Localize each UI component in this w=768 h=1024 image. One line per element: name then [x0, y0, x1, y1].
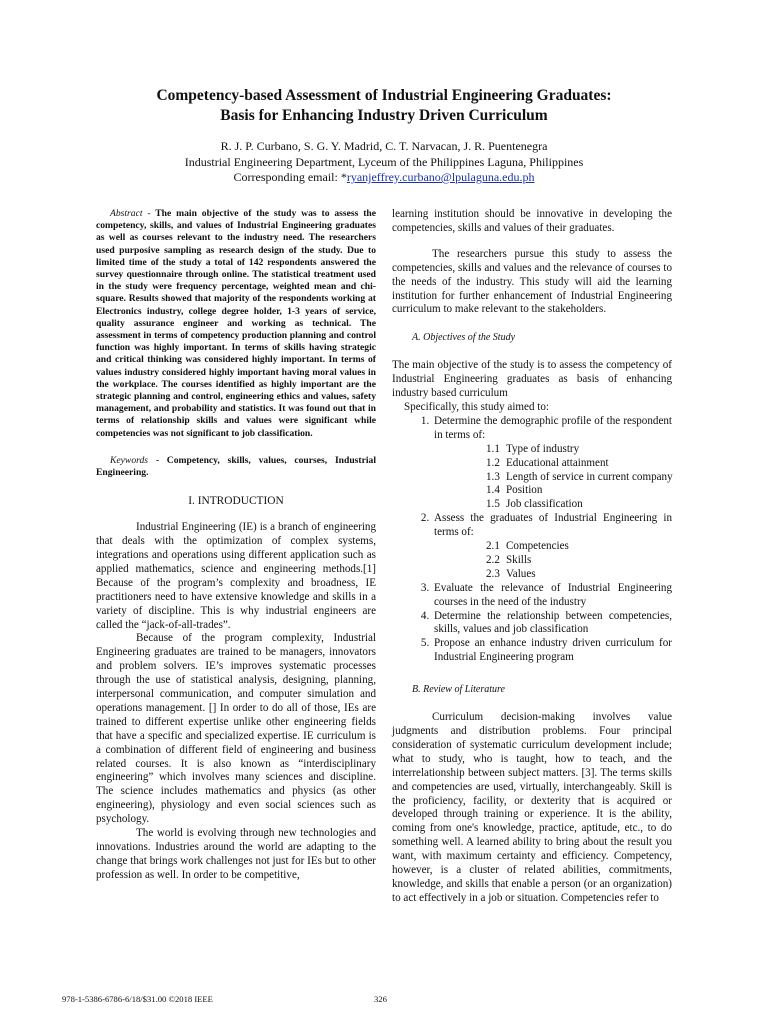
objective-text: Propose an enhance industry driven curriculum for Industrial Engineering program: [434, 637, 672, 664]
sub-item: 1.2 Educational attainment: [486, 456, 609, 469]
right-column: [392, 208, 672, 906]
objective-item: [432, 415, 672, 512]
keywords: [96, 455, 376, 479]
abstract-text: The main objective of the study was to assess the competency, skills, and values of Industrial Engineering graduates as well as courses relevant to the industry need. The researchers used purposive sampling as research design of the study. Due to limited time of the study a total of 142 respondents answered the survey questionnaire through online. The statistical treatment used in the study were frequency percentage, weighted mean and chi-square. Results showed that majority of the respondents working at Electronics industry, college degree holder, 1-3 years of service, quality assurance engineer and working as technical. The assessment in terms of competency production planning and control function was highly important. In terms of skills having strategic and critical thinking was considered highly important. In terms of values industry considered highly important having moral values in the workplace. The courses identified as highly important are the strategic planning and control, engineering ethics and values, safety management, and probability and statistics. It was found out that in terms of relationship skills and values were significant while competencies was not significant to job classification.: [96, 208, 376, 439]
subsection-heading-review: B. Review of Literature: [412, 684, 505, 696]
intro-paragraph-1: Industrial Engineering (IE) is a branch of engineering that deals with the optimization of complex systems, integrations and operations using different application such as applied mathematics, science and engineering methods.[1] Because of the program’s complexity and broadness, IE practitioners need to have extensive knowledge and skills in a variety of discipline. This is why industrial engineers are called the “jack-of-all-trades”.: [96, 521, 376, 631]
email-label: Corresponding email: *: [233, 170, 347, 184]
paper-title: [60, 86, 708, 126]
author-block: [60, 139, 708, 186]
objective-text: Determine the relationship between competencies, skills, values and job classification: [434, 609, 672, 636]
paragraph-main-objective: The main objective of the study is to assess the competency of Industrial Engineering graduates as basis of enhancing industry based curriculum: [392, 359, 672, 400]
abstract: [96, 208, 376, 440]
objective-text: Evaluate the relevance of Industrial Engineering courses in the need of the industry: [434, 581, 672, 608]
keywords-label: Keywords: [110, 454, 149, 466]
paragraph-continuation: learning institution should be innovative in developing the competencies, skills and values of their graduates.: [392, 208, 672, 234]
sub-item: 2.3 Values: [486, 567, 536, 580]
intro-paragraph-2: Because of the program complexity, Industrial Engineering graduates are trained to be managers, innovators and problem solvers. IE’s improves systematic processes through the use of statistical analysis, designing, planning, interpersonal communication, and computer simulation and operations management. [] In order to do all of those, IEs are trained to different expertise unlike other engineering fields that have a specific and specialized expertise. IE curriculum is a combination of different field of engineering and business related courses. It is also known as “interdisciplinary engineering” which involves many sciences and discipline. The science includes mathematics and physics (as other engineering), physiology and even social sciences such as psychology.: [96, 632, 376, 826]
footer-isbn: 978-1-5386-6786-6/18/$31.00 ©2018 IEEE: [62, 994, 213, 1004]
subsection-heading-objectives: A. Objectives of the Study: [412, 332, 516, 344]
corresponding-email-line: [60, 170, 708, 186]
paragraph-researchers-pursue: The researchers pursue this study to assess the competencies, skills and values and the relevance of courses to the needs of the industry. This study will aid the learning institution for further enhancement of Industrial Engineering curriculum to make relevant to the stakeholders.: [392, 247, 672, 316]
objective-sublist: [434, 540, 672, 582]
email-link[interactable]: ryanjeffrey.curbano@lpulaguna.edu.ph: [346, 170, 535, 184]
sub-item: 1.1 Type of industry: [486, 442, 580, 455]
objective-text: Determine the demographic profile of the respondent in terms of:: [434, 414, 672, 441]
author-affiliation: Industrial Engineering Department, Lyceum of the Philippines Laguna, Philippines: [184, 154, 584, 169]
sub-item: 2.1 Competencies: [486, 540, 569, 553]
sub-item: 1.4 Position: [486, 484, 543, 497]
objective-text: Assess the graduates of Industrial Engineering in terms of:: [434, 512, 672, 539]
objective-item: [432, 582, 672, 610]
paragraph-review-literature: Curriculum decision-making involves value judgments and distribution problems. Four principal consideration of systematic curriculum development include; what to study, who is taught, how to teach, and the interrelationship between subject matters. [3]. The terms skills and competencies are used, virtually, interchangeably. Skill is the proficiency, facility, or dexterity that is acquired or developed through training or experience. It is the ability, coming from one's knowledge, practice, aptitude, etc., to do something well. A learned ability to bring about the result you want, with maximum certainty and efficiency. Competency, however, is a cluster of related abilities, commitments, knowledge, and skills that enable a person (or an organization) to act effectively in a job or situation. Competencies refer to: [392, 711, 672, 904]
author-names: R. J. P. Curbano, S. G. Y. Madrid, C. T. Narvacan, J. R. Puentenegra: [220, 139, 548, 153]
sub-item: 2.2 Skills: [486, 553, 532, 566]
page-number: 326: [374, 994, 387, 1004]
objective-item: [432, 610, 672, 638]
sub-item: 1.3 Length of service in current company: [486, 470, 673, 483]
section-heading-introduction: I. INTRODUCTION: [188, 495, 284, 508]
title-line-2: Basis for Enhancing Industry Driven Curriculum: [220, 107, 548, 124]
left-column: [96, 208, 376, 883]
title-line-1: Competency-based Assessment of Industrial Engineering Graduates:: [156, 87, 612, 104]
keywords-text: - Competency, skills, values, courses, Industrial Engineering.: [96, 454, 376, 479]
objective-sublist: [434, 443, 672, 513]
sub-item: 1.5 Job classification: [486, 498, 583, 511]
paragraph-aimed: Specifically, this study aimed to:: [404, 400, 550, 413]
objectives-list: [392, 415, 672, 665]
objective-item: [432, 512, 672, 582]
objective-item: [432, 637, 672, 665]
abstract-label: Abstract -: [110, 208, 151, 219]
intro-paragraph-3: The world is evolving through new technologies and innovations. Industries around the world are adapting to the change that brings work challenges not just for IEs but to other profession as well. In order to be competitive,: [96, 827, 376, 881]
